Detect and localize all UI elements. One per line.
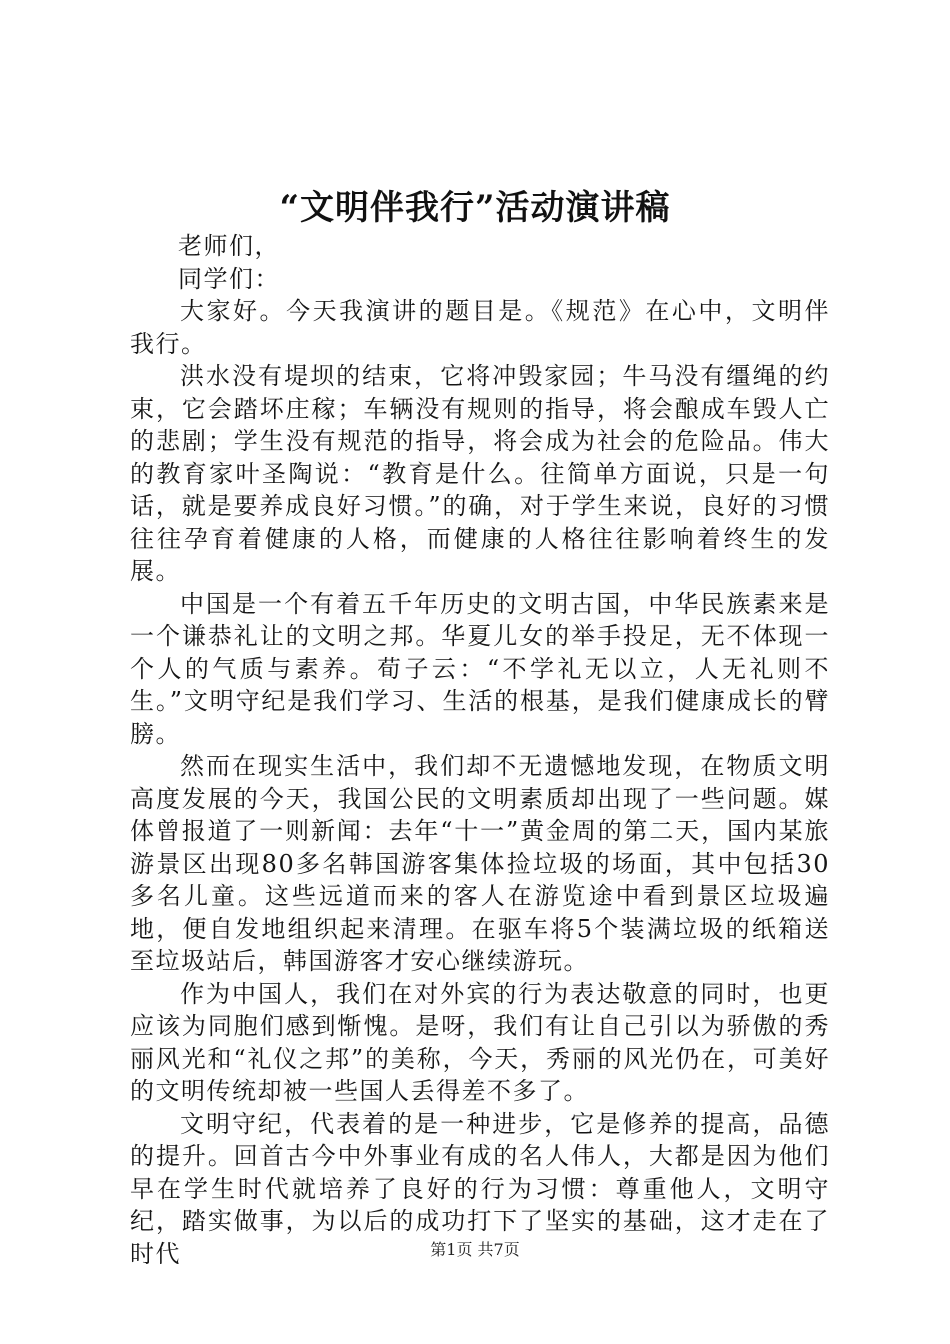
page-number-footer: 第1页 共7页	[430, 1240, 520, 1259]
paragraph: 大家好。今天我演讲的题目是。《规范》在心中，文明伴我行。	[130, 297, 830, 358]
page-title: “文明伴我行”活动演讲稿	[279, 188, 671, 228]
paragraph: 中国是一个有着五千年历史的文明古国，中华民族素来是一个谦恭礼让的文明之邦。华夏儿女的举手投足，无不体现一个人的气质与素养。荀子云：“不学礼无以立，人无礼则不生。”文明守纪是我们学习、生活的根基，是我们健康成长的臂膀。	[130, 589, 830, 748]
paragraph: 作为中国人，我们在对外宾的行为表达敬意的同时，也更应该为同胞们感到惭愧。是呀，我们有让自己引以为骄傲的秀丽风光和“礼仪之邦”的美称，今天，秀丽的风光仍在，可美好的文明传统却被一些国人丢得差不多了。	[130, 979, 830, 1105]
greeting-students: 同学们：	[178, 264, 280, 293]
paragraph: 然而在现实生活中，我们却不无遗憾地发现，在物质文明高度发展的今天，我国公民的文明素质却出现了一些问题。媒体曾报道了一则新闻：去年“十一”黄金周的第二天，国内某旅游景区出现80多名韩国游客集体捡垃圾的场面，其中包括30多名儿童。这些远道而来的客人在游览途中看到景区垃圾遍地，便自发地组织起来清理。在驱车将5个装满垃圾的纸箱送至垃圾站后，韩国游客才安心继续游玩。	[130, 752, 830, 975]
paragraph: 文明守纪，代表着的是一种进步，它是修养的提高，品德的提升。回首古今中外事业有成的名人伟人，大都是因为他们早在学生时代就培养了良好的行为习惯：尊重他人，文明守纪，踏实做事，为以后的成功打下了坚实的基础，这才走在了时代	[130, 1109, 830, 1268]
speech-body	[130, 230, 830, 1270]
greeting-teachers: 老师们，	[178, 232, 280, 260]
paragraph: 洪水没有堤坝的结束，它将冲毁家园；牛马没有缰绳的约束，它会踏坏庄稼；车辆没有规则的指导，将会酿成车毁人亡的悲剧；学生没有规范的指导，将会成为社会的危险品。伟大的教育家叶圣陶说：“教育是什么。往简单方面说，只是一句话，就是要养成良好习惯。”的确，对于学生来说，良好的习惯往往孕育着健康的人格，而健康的人格往往影响着终生的发展。	[130, 362, 830, 585]
